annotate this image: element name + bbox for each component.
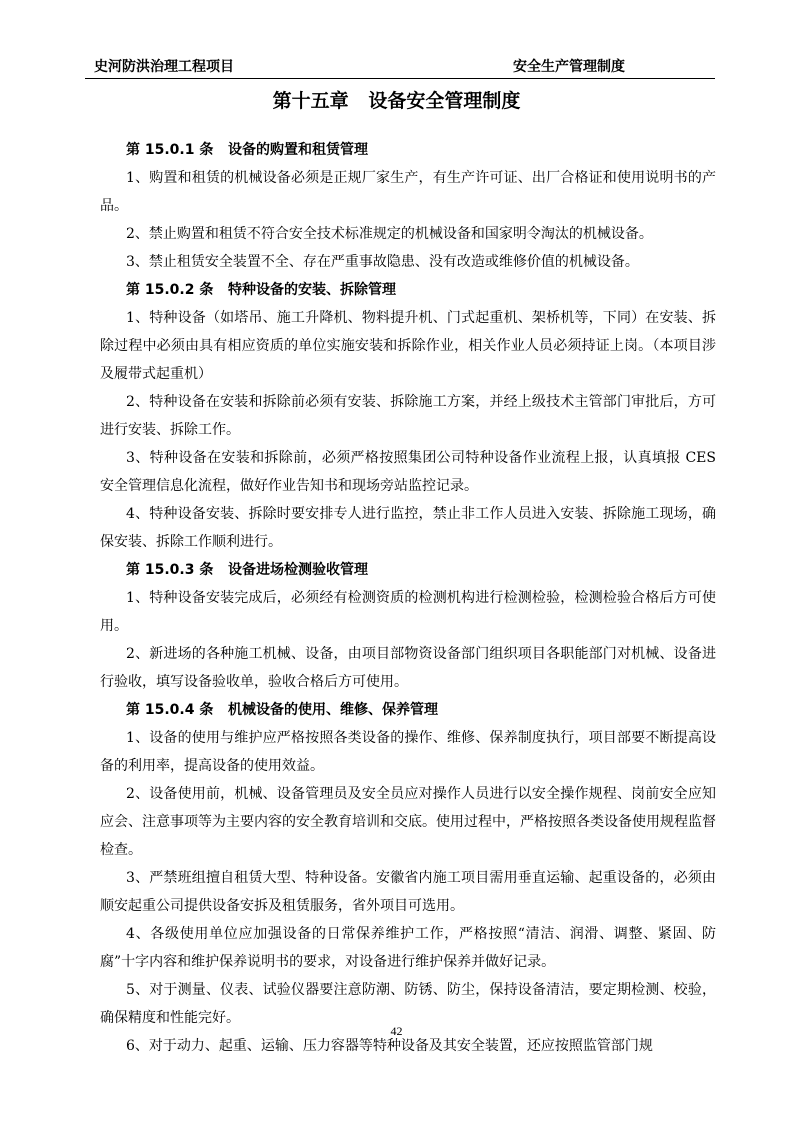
section-heading: 第 15.0.2 条 特种设备的安装、拆除管理 bbox=[126, 282, 396, 298]
paragraph: 4、各级使用单位应加强设备的日常保养维护工作，严格按照“清洁、润滑、调整、紧固、防腐”十字内容和维护保养说明书的要求，对设备进行维护保养并做好记录。 bbox=[100, 926, 716, 970]
paragraph: 2、设备使用前，机械、设备管理员及安全员应对操作人员进行以安全操作规程、岗前安全应知应会、注意事项等为主要内容的安全教育培训和交底。使用过程中，严格按照各类设备使用规程监督检查。 bbox=[100, 786, 716, 858]
chapter-title: 第十五章 设备安全管理制度 bbox=[272, 90, 521, 112]
page-number: 42 bbox=[390, 1024, 403, 1038]
paragraph: 4、特种设备安装、拆除时要安排专人进行监控，禁止非工作人员进入安装、拆除施工现场，确保安装、拆除工作顺利进行。 bbox=[100, 506, 716, 550]
section-heading: 第 15.0.1 条 设备的购置和租赁管理 bbox=[126, 142, 368, 158]
paragraph: 1、购置和租赁的机械设备必须是正规厂家生产，有生产许可证、出厂合格证和使用说明书的产品。 bbox=[100, 170, 716, 214]
header-project-name: 史河防洪治理工程项目 bbox=[94, 59, 234, 75]
paragraph: 2、禁止购置和租赁不符合安全技术标准规定的机械设备和国家明令淘汰的机械设备。 bbox=[126, 226, 653, 242]
header-doc-title: 安全生产管理制度 bbox=[513, 59, 625, 75]
section-heading: 第 15.0.4 条 机械设备的使用、维修、保养管理 bbox=[126, 702, 438, 718]
header-rule bbox=[85, 78, 715, 79]
paragraph: 3、严禁班组擅自租赁大型、特种设备。安徽省内施工项目需用垂直运输、起重设备的，必须由顺安起重公司提供设备安拆及租赁服务，省外项目可选用。 bbox=[100, 870, 716, 914]
paragraph: 1、特种设备安装完成后，必须经有检测资质的检测机构进行检测检验，检测检验合格后方可使用。 bbox=[100, 590, 716, 634]
paragraph: 3、禁止租赁安全装置不全、存在严重事故隐患、没有改造或维修价值的机械设备。 bbox=[126, 254, 639, 270]
paragraph: 1、设备的使用与维护应严格按照各类设备的操作、维修、保养制度执行，项目部要不断提高设备的利用率，提高设备的使用效益。 bbox=[100, 730, 716, 774]
paragraph: 1、特种设备（如塔吊、施工升降机、物料提升机、门式起重机、架桥机等，下同）在安装、拆除过程中必须由具有相应资质的单位实施安装和拆除作业，相关作业人员必须持证上岗。（本项目涉及履带式起重机） bbox=[100, 310, 716, 382]
paragraph: 3、特种设备在安装和拆除前，必须严格按照集团公司特种设备作业流程上报，认真填报 CES 安全管理信息化流程，做好作业告知书和现场旁站监控记录。 bbox=[100, 450, 716, 494]
section-heading: 第 15.0.3 条 设备进场检测验收管理 bbox=[126, 562, 368, 578]
paragraph: 5、对于测量、仪表、试验仪器要注意防潮、防锈、防尘，保持设备清洁，要定期检测、校验，确保精度和性能完好。 bbox=[100, 982, 716, 1026]
paragraph: 2、新进场的各种施工机械、设备，由项目部物资设备部门组织项目各职能部门对机械、设备进行验收，填写设备验收单，验收合格后方可使用。 bbox=[100, 646, 716, 690]
paragraph: 6、对于动力、起重、运输、压力容器等特种设备及其安全装置，还应按照监管部门规 bbox=[126, 1038, 653, 1054]
document-body bbox=[100, 136, 716, 1060]
paragraph: 2、特种设备在安装和拆除前必须有安装、拆除施工方案，并经上级技术主管部门审批后，方可进行安装、拆除工作。 bbox=[100, 394, 716, 438]
